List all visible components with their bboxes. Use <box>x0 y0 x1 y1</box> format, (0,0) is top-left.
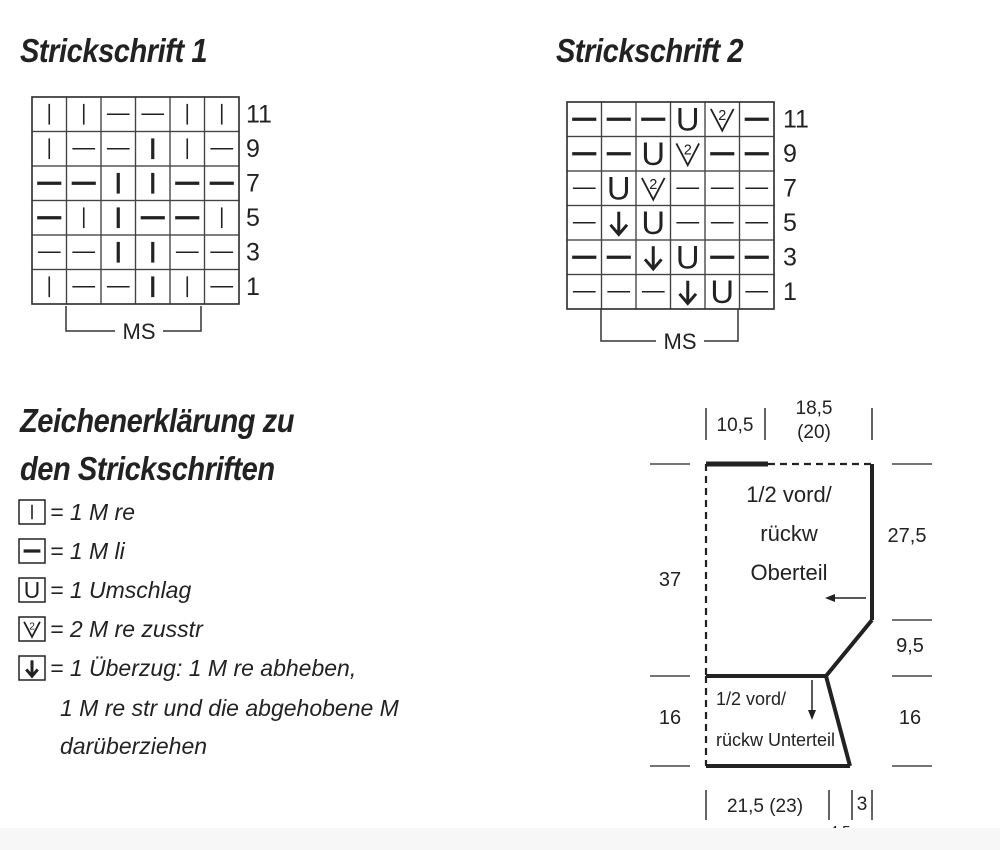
upper-piece-label: 1/2 vord/ <box>746 482 832 507</box>
yarn-over-icon: U <box>710 273 735 311</box>
slip-decrease-icon <box>610 212 627 235</box>
chart1-row-number: 1 <box>246 272 260 301</box>
legend-text: = 1 M li <box>50 537 125 564</box>
chart2-row-number: 9 <box>783 139 797 168</box>
chart1-repeat-label: MS <box>122 319 156 344</box>
yarn-over-icon: U <box>23 577 41 603</box>
chart1-row-number: 11 <box>246 100 272 129</box>
k2tog-icon <box>24 621 40 636</box>
k2tog-icon <box>642 177 665 200</box>
yarn-over-icon: U <box>675 238 700 276</box>
dim-left-lower: 16 <box>658 707 682 729</box>
legend-text: = 1 M re <box>50 498 136 525</box>
armhole-edge <box>826 620 872 676</box>
dim-top-neck: 10,5 <box>716 415 754 436</box>
bottom-band <box>0 828 1000 850</box>
yarn-over-icon: U <box>675 100 700 138</box>
chart2-row-number: 1 <box>783 277 797 306</box>
dim-left-upper: 37 <box>658 569 682 591</box>
garment-schematic <box>650 398 932 840</box>
legend-item <box>18 536 125 566</box>
lower-piece-label: rückw Unterteil <box>716 730 836 750</box>
slip-decrease-icon <box>26 660 38 676</box>
legend-symbol-icon <box>18 538 46 564</box>
chart1-repeat-bracket <box>66 306 115 331</box>
dim-top-shoulder-alt: (20) <box>797 422 831 443</box>
arrow-head <box>808 710 816 720</box>
legend-symbol-icon <box>18 499 46 525</box>
chart2-row-number: 11 <box>783 105 809 134</box>
dim-top-shoulder: 18,5 <box>795 398 833 419</box>
upper-piece-label: rückw <box>760 521 818 546</box>
chart2-repeat-label: MS <box>663 329 697 354</box>
chart1-repeat-bracket <box>163 306 201 331</box>
dim-right-mid: 9,5 <box>896 635 924 657</box>
legend-symbol-icon <box>18 655 46 681</box>
chart2-row-number: 7 <box>783 174 797 203</box>
chart1-row-number: 7 <box>246 169 260 198</box>
chart2-title: Strickschrift 2 <box>556 32 744 69</box>
arrow-head <box>825 594 835 602</box>
chart2-row-number: 5 <box>783 208 797 237</box>
legend-item <box>18 575 191 605</box>
chart2-repeat-bracket <box>601 309 656 341</box>
slip-decrease-icon <box>679 281 696 304</box>
legend-symbol-icon <box>18 616 46 642</box>
dim-bottom-edge: 3 <box>856 794 868 815</box>
dim-right-upper: 27,5 <box>887 525 927 547</box>
k2tog-number: 2 <box>649 176 658 193</box>
chart1-row-number: 5 <box>246 203 260 232</box>
legend-title-line2: den Strickschriften <box>20 450 275 487</box>
legend-text: = 1 Überzug: 1 M re abheben, <box>50 654 357 681</box>
legend-continuation-1: 1 M re str und die abgehobene M <box>60 695 399 721</box>
k2tog-icon <box>676 142 699 165</box>
k2tog-number: 2 <box>718 107 727 124</box>
chart2-repeat-bracket <box>704 309 738 341</box>
k2tog-number: 2 <box>29 621 35 633</box>
upper-piece-label: Oberteil <box>750 560 828 585</box>
lower-piece-label: 1/2 vord/ <box>716 689 787 709</box>
dim-bottom-width: 21,5 (23) <box>726 796 804 817</box>
slip-decrease-icon <box>645 246 662 269</box>
legend-item <box>18 614 203 644</box>
yarn-over-icon: U <box>606 169 631 207</box>
yarn-over-icon: U <box>641 204 666 242</box>
legend-item <box>18 653 356 683</box>
chart2-grid <box>567 101 809 354</box>
legend-symbol-icon <box>18 577 46 603</box>
k2tog-number: 2 <box>683 142 692 159</box>
legend-item <box>18 497 135 527</box>
legend-text: = 1 Umschlag <box>50 576 192 603</box>
chart1-grid <box>32 97 272 344</box>
legend-continuation-2: darüberziehen <box>60 733 208 759</box>
lower-side-edge <box>826 676 850 766</box>
legend-title-line1: Zeichenerklärung zu <box>20 402 295 439</box>
chart1-row-number: 9 <box>246 134 260 163</box>
legend-text: = 2 M re zusstr <box>50 615 203 642</box>
chart2-row-number: 3 <box>783 243 797 272</box>
yarn-over-icon: U <box>641 135 666 173</box>
chart1-row-number: 3 <box>246 238 260 267</box>
chart1-title: Strickschrift 1 <box>20 32 208 69</box>
dim-right-lower: 16 <box>898 707 922 729</box>
k2tog-icon <box>711 108 734 131</box>
